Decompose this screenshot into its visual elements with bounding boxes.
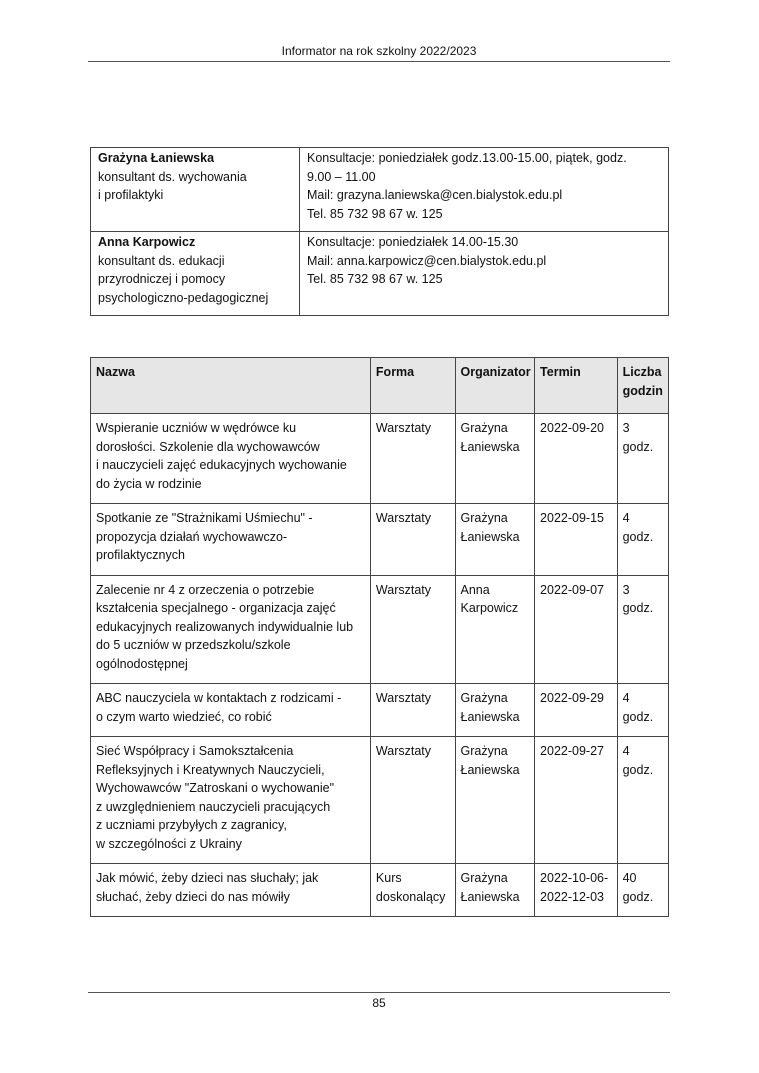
course-organizer: Grażyna Łaniewska: [455, 414, 535, 504]
table-row: [91, 864, 669, 917]
course-organizer: Grażyna Łaniewska: [455, 737, 535, 864]
page-number: 85: [372, 996, 386, 1010]
footer-divider: [88, 992, 670, 993]
column-header-organizator: Organizator: [455, 358, 535, 414]
contact-person-cell: [91, 232, 300, 316]
contact-info: Konsultacje: poniedziałek 14.00-15.30 Mail: anna.karpowicz@cen.bialystok.edu.pl Tel. 85 732 98 67 w. 125: [300, 232, 669, 316]
course-organizer: Grażyna Łaniewska: [455, 684, 535, 737]
course-organizer: Grażyna Łaniewska: [455, 864, 535, 917]
course-hours: 4 godz.: [617, 737, 668, 864]
course-name: Wspieranie uczniów w wędrówce ku dorosłości. Szkolenie dla wychowawców i nauczycieli zajęć edukacyjnych wychowanie do życia w rodzinie: [91, 414, 371, 504]
course-hours: 3 godz.: [617, 414, 668, 504]
course-date: 2022-10-06- 2022-12-03: [535, 864, 618, 917]
course-name: Spotkanie ze "Strażnikami Uśmiechu" - propozycja działań wychowawczo- profilaktycznych: [91, 504, 371, 576]
table-row: [91, 414, 669, 504]
course-hours: 40 godz.: [617, 864, 668, 917]
course-form: Warsztaty: [370, 504, 455, 576]
course-organizer: Grażyna Łaniewska: [455, 504, 535, 576]
contacts-table: [90, 147, 669, 316]
course-name: Zalecenie nr 4 z orzeczenia o potrzebie kształcenia specjalnego - organizacja zajęć edukacyjnych realizowanych indywidualnie lub do 5 uczniów w przedszkolu/szkole ogólnodostępnej: [91, 575, 371, 684]
contact-info: Konsultacje: poniedziałek godz.13.00-15.00, piątek, godz. 9.00 – 11.00 Mail: grazyna.laniewska@cen.bialystok.edu.pl Tel. 85 732 98 67 w. 125: [300, 148, 669, 232]
contact-person-cell: [91, 148, 300, 232]
course-date: 2022-09-07: [535, 575, 618, 684]
contact-name: Grażyna Łaniewska: [98, 151, 215, 165]
course-form: Warsztaty: [370, 575, 455, 684]
course-name: Jak mówić, żeby dzieci nas słuchały; jak słuchać, żeby dzieci do nas mówiły: [91, 864, 371, 917]
courses-table: [90, 357, 669, 917]
header-divider: [88, 61, 670, 62]
column-header-liczba-godzin: Liczba godzin: [617, 358, 668, 414]
table-row: [91, 575, 669, 684]
page-header: Informator na rok szkolny 2022/2023: [281, 44, 477, 58]
contact-role: konsultant ds. edukacji przyrodniczej i pomocy psychologiczno-pedagogicznej: [98, 253, 269, 305]
column-header-forma: Forma: [370, 358, 455, 414]
course-form: Warsztaty: [370, 684, 455, 737]
contact-row: [91, 232, 669, 316]
course-organizer: Anna Karpowicz: [455, 575, 535, 684]
table-row: [91, 737, 669, 864]
course-date: 2022-09-15: [535, 504, 618, 576]
course-name: Sieć Współpracy i Samokształcenia Refleksyjnych i Kreatywnych Nauczycieli, Wychowawców "Zatroskani o wychowanie" z uwzględnieniem nauczycieli pracujących z uczniami przybyłych z zagranicy, w szczególności z Ukrainy: [91, 737, 371, 864]
course-form: Warsztaty: [370, 414, 455, 504]
table-row: [91, 504, 669, 576]
course-form: Kurs doskonalący: [370, 864, 455, 917]
column-header-nazwa: Nazwa: [91, 358, 371, 414]
course-hours: 3 godz.: [617, 575, 668, 684]
column-header-termin: Termin: [535, 358, 618, 414]
course-name: ABC nauczyciela w kontaktach z rodzicami - o czym warto wiedzieć, co robić: [91, 684, 371, 737]
course-hours: 4 godz.: [617, 504, 668, 576]
course-date: 2022-09-29: [535, 684, 618, 737]
courses-header-row: [91, 358, 669, 414]
course-date: 2022-09-20: [535, 414, 618, 504]
course-date: 2022-09-27: [535, 737, 618, 864]
course-hours: 4 godz.: [617, 684, 668, 737]
contact-name: Anna Karpowicz: [98, 235, 196, 249]
table-row: [91, 684, 669, 737]
course-form: Warsztaty: [370, 737, 455, 864]
contact-row: [91, 148, 669, 232]
contact-role: konsultant ds. wychowania i profilaktyki: [98, 169, 247, 202]
